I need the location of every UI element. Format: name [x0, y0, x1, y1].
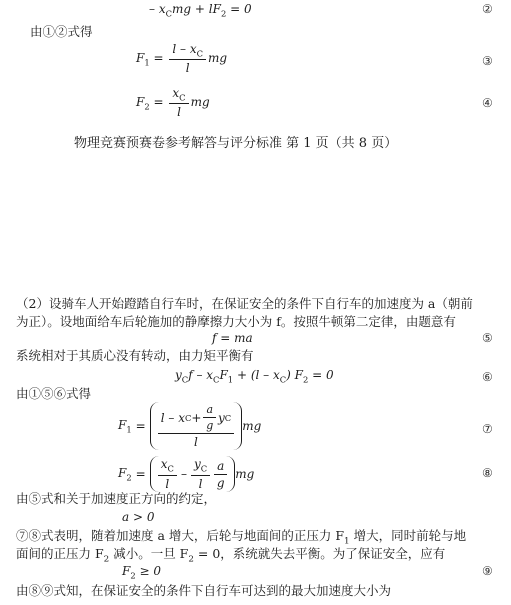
sub-c: C: [167, 463, 174, 474]
sub-c: C: [200, 463, 208, 474]
equation-8: $F_2$ = $\frac{x_C}{l}$ – $\frac{y_C}{l}$ $\frac{a}{g}$ mg: [118, 457, 255, 491]
eq8-lhs: [118, 466, 132, 482]
equation-number-9: ⑨: [482, 564, 493, 578]
eq7-bracket: [150, 402, 242, 450]
paragraph-line-2: 为正）。设地面给车后轮施加的静摩擦力大小为 f。按照牛顿第二定律，由题意有: [16, 314, 456, 329]
eq8-x: x: [160, 457, 168, 472]
equation-2: [149, 2, 252, 18]
eq8-l1: l: [165, 476, 170, 491]
eq7-main-fraction: [158, 403, 234, 449]
eq8-x-over-l: [158, 457, 177, 490]
f2-symbol: F: [136, 95, 145, 110]
eq78-text-c: 面间的正压力 F: [16, 546, 104, 561]
eq9-f: F: [122, 564, 131, 578]
eq9-end: ≥ 0: [135, 564, 161, 578]
equation-6: [175, 368, 334, 384]
eq8-bracket: [150, 456, 236, 492]
equation-3: $F_1$ = $\frac{l - x_C}{l}$ mg: [136, 42, 228, 76]
f2-fraction: [169, 86, 188, 119]
sub-1: 1: [144, 57, 150, 68]
eq7-a: a: [203, 403, 216, 418]
f1-numerator: l – x: [172, 42, 197, 56]
sub-2: 2: [303, 374, 309, 385]
eq7-lhs: [118, 418, 132, 434]
eq78-text-d: 减小。一旦 F: [109, 546, 189, 561]
equation-number-2: ②: [482, 2, 493, 16]
a-positive: a > 0: [122, 510, 155, 524]
sub-2: 2: [103, 554, 110, 565]
f1-symbol: F: [136, 51, 145, 66]
equation-number-6: ⑥: [482, 370, 493, 384]
sub-2: 2: [188, 554, 194, 565]
sub-c: C: [196, 48, 204, 59]
eq6-mid: f – x: [188, 368, 214, 382]
eq6-end: = 0: [308, 368, 334, 382]
equation-9: [122, 564, 161, 580]
equation-5: f = ma: [212, 331, 253, 345]
eq2-text-2: mg + lF: [172, 2, 221, 16]
eq6-mid3: + (l – x: [233, 368, 280, 382]
eq8-a-over-g: [214, 459, 227, 490]
eq2-text: – x: [149, 2, 166, 16]
equation-7: $F_1$ = l – x C + $\frac{a}{g}$ y C l mg: [118, 403, 262, 449]
no-rotation-text: 系统相对于其质心没有转动，由力矩平衡有: [16, 348, 254, 363]
sub-c: C: [179, 92, 186, 103]
eq8-y: y: [193, 457, 201, 472]
eq8-g: g: [216, 475, 225, 490]
f2-numerator: x: [172, 86, 180, 100]
eq78-text-b: 增大，同时前轮与地: [349, 528, 467, 543]
sub-c: C: [165, 8, 173, 19]
eq7-y: y: [218, 410, 225, 425]
eq8-l2: l: [198, 476, 203, 491]
sub-c: C: [184, 412, 192, 423]
eq8-y-over-l: [191, 457, 210, 490]
eq7-f: F: [118, 417, 127, 432]
eq7-inner: l – x: [160, 410, 185, 425]
eq78-text-a: ⑦⑧式表明，随着加速度 a 增大，后轮与地面间的正压力 F: [16, 528, 345, 543]
sub-1: 1: [126, 424, 132, 435]
f1-tail: mg: [208, 51, 228, 66]
sub-c: C: [224, 412, 232, 423]
derivation-from-1-2: 由①②式得: [30, 24, 93, 39]
sub-c: C: [213, 374, 220, 385]
equation-number-4: ④: [482, 96, 493, 110]
last-line: 由⑧⑨式知，在保证安全的条件下自行车可达到的最大加速度大小为: [16, 583, 392, 598]
f1-lhs: [136, 51, 150, 68]
sub-1: 1: [227, 374, 234, 385]
equation-4: $F_2$ = $\frac{x_C}{l}$ mg: [136, 86, 210, 120]
eq7-g: g: [206, 419, 214, 432]
equation-number-3: ③: [482, 54, 493, 68]
eq7-plus: +: [191, 410, 202, 425]
sub-c: C: [279, 374, 287, 385]
f2-lhs: [136, 95, 150, 112]
derivation-from-1-5-6: 由①⑤⑥式得: [16, 386, 92, 401]
sub-1: 1: [344, 536, 350, 547]
eq7-a-over-g: [203, 403, 216, 432]
eq6-f: F: [219, 368, 228, 382]
sub-2: 2: [130, 570, 136, 581]
page-footer: 物理竞赛预赛卷参考解答与评分标准 第 1 页（共 8 页）: [74, 136, 398, 151]
equation-number-7: ⑦: [482, 422, 493, 436]
eq7-denominator: l: [194, 435, 198, 449]
paragraph-line-1: （2）设骑车人开始蹬踏自行车时，在保证安全的条件下自行车的加速度为 a（朝前: [16, 296, 473, 311]
f2-denominator: l: [177, 105, 181, 120]
eq6-y: y: [175, 368, 182, 382]
sub-2: 2: [220, 8, 227, 19]
sub-2: 2: [144, 101, 150, 112]
sub-c: C: [181, 374, 189, 385]
eq8-minus: –: [180, 467, 187, 481]
eq7-tail: mg: [242, 419, 262, 433]
eq78-text-e: = 0，系统就失去平衡。为了保证安全，应有: [193, 546, 446, 561]
equation-number-8: ⑧: [482, 466, 493, 480]
f1-fraction: [169, 42, 206, 75]
eq78-line-2: [16, 546, 445, 568]
sub-2: 2: [126, 472, 132, 483]
sign-convention-text: 由⑤式和关于加速度正方向的约定，: [16, 491, 217, 506]
equation-number-5: ⑤: [482, 331, 493, 345]
eq2-text-3: = 0: [226, 2, 252, 16]
eq8-tail: mg: [235, 467, 255, 481]
eq8-a: a: [214, 459, 227, 475]
eq8-f: F: [118, 465, 127, 480]
eq6-mid4: ) F: [286, 368, 303, 382]
f2-tail: mg: [190, 95, 210, 110]
f1-denominator: l: [185, 61, 190, 76]
